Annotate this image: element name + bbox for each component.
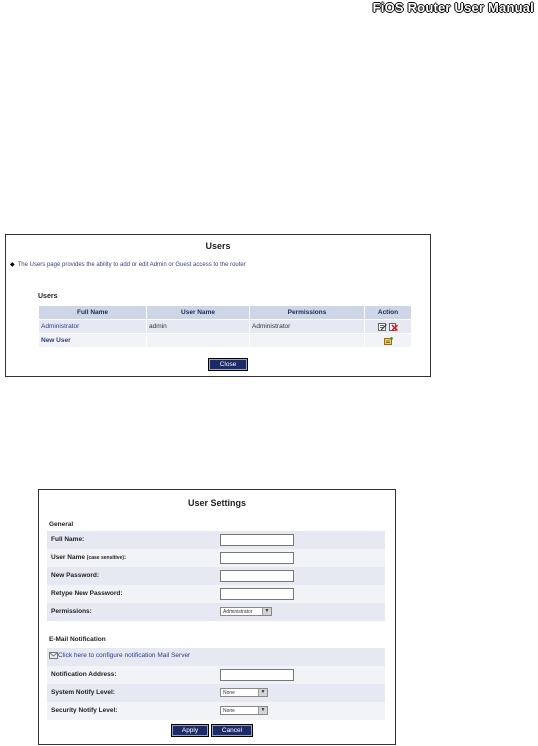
users-table-header xyxy=(39,306,412,320)
user-name-label-colon: : xyxy=(124,554,127,561)
security-notify-select[interactable] xyxy=(220,706,268,715)
mail-settings-icon xyxy=(49,652,58,659)
table-row xyxy=(39,320,412,334)
new-password-row xyxy=(47,567,385,585)
user-name-label xyxy=(51,554,126,561)
column-header: Full Name xyxy=(39,306,147,320)
bullet-icon: ◆ xyxy=(10,262,15,268)
general-section-label: General xyxy=(49,521,74,528)
new-user-link[interactable]: New User xyxy=(39,334,147,348)
manual-title: FiOS Router User Manual xyxy=(372,0,534,15)
system-notify-value: None xyxy=(223,690,235,696)
close-button[interactable]: Close xyxy=(208,358,248,371)
chevron-down-icon: ▼ xyxy=(258,707,267,714)
new-password-label: New Password: xyxy=(51,572,100,579)
permissions-cell xyxy=(250,334,365,348)
user-name-label-text: User Name xyxy=(51,554,85,561)
column-header: Action xyxy=(365,306,412,320)
system-notify-label: System Notify Level: xyxy=(51,689,115,696)
add-user-icon[interactable] xyxy=(384,337,393,345)
system-notify-row xyxy=(47,684,385,702)
full-name-cell[interactable]: Administrator xyxy=(39,320,147,334)
permissions-label: Permissions: xyxy=(51,608,92,615)
users-description-text: The Users page provides the ability to add or edit Admin or Guest access to the router xyxy=(17,262,246,268)
apply-button[interactable]: Apply xyxy=(171,724,209,737)
table-row xyxy=(39,334,412,348)
permissions-cell: Administrator xyxy=(250,320,365,334)
retype-password-input[interactable] xyxy=(220,588,294,600)
user-settings-panel xyxy=(38,489,396,745)
mail-server-row xyxy=(47,648,385,666)
user-name-input[interactable] xyxy=(220,552,294,564)
case-sensitive-note: (case sensitive) xyxy=(86,555,125,561)
users-panel-title: Users xyxy=(205,241,231,251)
retype-password-label: Retype New Password: xyxy=(51,590,123,597)
full-name-input[interactable] xyxy=(220,534,294,546)
mail-server-link[interactable] xyxy=(49,652,190,659)
full-name-label: Full Name: xyxy=(51,536,85,543)
users-section-label: Users xyxy=(38,293,58,300)
users-panel xyxy=(5,234,431,377)
user-settings-title: User Settings xyxy=(187,498,247,508)
column-header: Permissions xyxy=(250,306,365,320)
action-cell xyxy=(365,334,412,348)
users-table xyxy=(38,305,412,348)
delete-icon[interactable] xyxy=(389,323,398,331)
chevron-down-icon: ▼ xyxy=(258,689,267,696)
email-section-label: E-Mail Notification xyxy=(49,636,106,643)
system-notify-select[interactable] xyxy=(220,688,268,697)
retype-password-row xyxy=(47,585,385,603)
full-name-row xyxy=(47,531,385,549)
user-name-row xyxy=(47,549,385,567)
column-header: User Name xyxy=(147,306,250,320)
user-name-cell xyxy=(147,334,250,348)
permissions-select-value: Administrator xyxy=(223,609,253,615)
action-cell xyxy=(365,320,412,334)
security-notify-label: Security Notify Level: xyxy=(51,707,118,714)
new-password-input[interactable] xyxy=(220,570,294,582)
notification-address-label: Notification Address: xyxy=(51,671,117,678)
chevron-down-icon: ▼ xyxy=(262,608,271,615)
security-notify-value: None xyxy=(223,708,235,714)
permissions-row xyxy=(47,603,385,621)
cancel-button[interactable]: Cancel xyxy=(211,724,253,737)
mail-server-link-text: Click here to configure notification Mail Server xyxy=(58,652,191,660)
users-description xyxy=(10,261,246,268)
security-notify-row xyxy=(47,702,385,720)
edit-icon[interactable] xyxy=(378,323,387,331)
notification-address-input[interactable] xyxy=(220,669,294,681)
user-name-cell: admin xyxy=(147,320,250,334)
notification-address-row xyxy=(47,666,385,684)
permissions-select[interactable] xyxy=(220,607,272,616)
